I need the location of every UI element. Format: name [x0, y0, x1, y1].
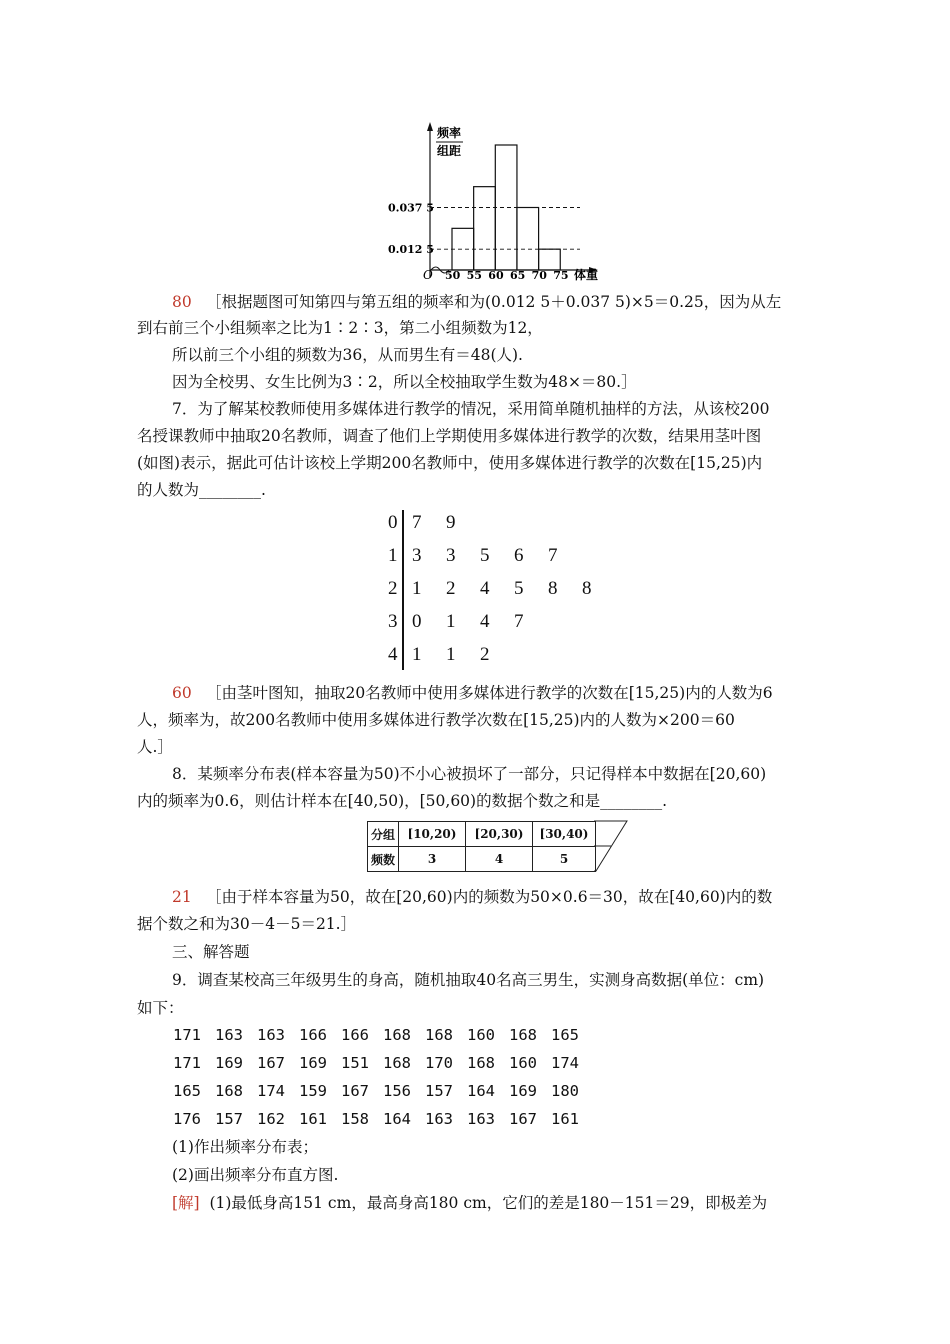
height-value: 163 — [257, 1026, 285, 1044]
x-axis-label: 体重 — [574, 268, 599, 282]
height-value: 176 — [173, 1110, 201, 1128]
q6-answer-value: 80 — [172, 293, 192, 311]
height-value: 160 — [509, 1054, 537, 1072]
q7-line2: 名授课教师中抽取20名教师，调查了他们上学期使用多媒体进行教学的次数，结果用茎叶图 — [137, 427, 762, 445]
height-value: 168 — [509, 1026, 537, 1044]
q8-answer-line1: 21 ［由于样本容量为50，故在[20,60)内的频数为50×0.6＝30，故在[40,60)内的数 — [172, 888, 773, 906]
height-value: 163 — [425, 1110, 453, 1128]
table-row — [368, 822, 596, 847]
x-tick-label: 55 — [466, 269, 482, 282]
height-value: 168 — [383, 1054, 411, 1072]
height-value: 166 — [341, 1026, 369, 1044]
y-tick-label: 0.037 5 — [388, 201, 434, 215]
height-value: 171 — [173, 1054, 201, 1072]
q9-solution: [解] (1)最低身高151 cm，最高身高180 cm，它们的差是180－151＝29，即极差为 — [172, 1194, 768, 1212]
table-cell: [10,20) — [399, 822, 466, 847]
height-value: 168 — [215, 1082, 243, 1100]
height-value: 167 — [257, 1054, 285, 1072]
histogram-bar — [452, 228, 474, 270]
table-row — [368, 847, 596, 872]
origin-label: O — [423, 268, 433, 282]
leaf-value: 8 — [548, 578, 558, 599]
leaf-value: 9 — [446, 512, 456, 533]
leaf-value: 3 — [412, 545, 422, 566]
leaf-value: 2 — [480, 644, 490, 665]
q7-answer-value: 60 — [172, 684, 192, 702]
q8-answer-line2: 据个数之和为30－4－5＝21.］ — [137, 915, 357, 933]
height-value: 163 — [467, 1110, 495, 1128]
stem-value: 0 — [388, 512, 398, 533]
y-label-bottom: 组距 — [437, 144, 462, 158]
stem-value: 4 — [388, 644, 398, 665]
height-value: 168 — [425, 1026, 453, 1044]
q8-line1: 8．某频率分布表(样本容量为50)不小心被损坏了一部分，只记得样本中数据在[20,60) — [172, 765, 767, 783]
x-tick-label: 65 — [509, 269, 526, 282]
x-tick-label: 75 — [553, 269, 569, 282]
q7-line4: 的人数为________. — [137, 481, 266, 499]
q8-answer-value: 21 — [172, 888, 192, 906]
stem-value: 3 — [388, 611, 398, 632]
height-value: 158 — [341, 1110, 369, 1128]
q9-part1: (1)作出频率分布表； — [172, 1138, 318, 1156]
height-value: 169 — [215, 1054, 243, 1072]
height-value: 168 — [467, 1054, 495, 1072]
y-tick-label: 0.012 5 — [388, 243, 434, 257]
histogram-bar — [474, 187, 496, 270]
leaf-value: 4 — [480, 578, 490, 599]
leaf-value: 7 — [514, 611, 524, 632]
height-value: 167 — [341, 1082, 369, 1100]
q7-answer-line3: 人.］ — [137, 738, 173, 756]
height-value: 174 — [551, 1054, 579, 1072]
q6-answer-line3: 所以前三个小组的频数为36，从而男生有＝48(人). — [172, 346, 523, 364]
height-value: 167 — [509, 1110, 537, 1128]
table-cell: [30,40) — [533, 822, 596, 847]
table-cell: 分组 — [368, 822, 399, 847]
height-value: 166 — [299, 1026, 327, 1044]
leaf-value: 1 — [412, 578, 422, 599]
weight-histogram — [0, 0, 950, 290]
leaf-value: 1 — [446, 611, 456, 632]
height-value: 164 — [467, 1082, 495, 1100]
histogram-bar — [517, 207, 539, 270]
leaf-value: 1 — [446, 644, 456, 665]
y-label-top: 频率 — [437, 126, 462, 140]
height-value: 157 — [215, 1110, 243, 1128]
q6-answer-line4: 因为全校男、女生比例为3∶2，所以全校抽取学生数为48×＝80.］ — [172, 373, 637, 391]
height-value: 174 — [257, 1082, 285, 1100]
table-cell: 5 — [533, 847, 596, 872]
q9-line1: 9．调查某校高三年级男生的身高，随机抽取40名高三男生，实测身高数据(单位：cm) — [172, 971, 765, 989]
leaf-value: 2 — [446, 578, 456, 599]
x-tick-label: 60 — [488, 269, 504, 282]
y-axis-arrow — [427, 122, 433, 131]
q9-part2: (2)画出频率分布直方图. — [172, 1166, 339, 1184]
solution-tag: [解] — [172, 1194, 200, 1212]
histogram-bar — [495, 145, 517, 270]
q7-answer-line1: 60 ［由茎叶图知，抽取20名教师中使用多媒体进行教学的次数在[15,25)内的人数为6 — [172, 684, 773, 702]
height-value: 156 — [383, 1082, 411, 1100]
histogram-bar — [539, 249, 561, 270]
height-value: 159 — [299, 1082, 327, 1100]
table-cell: 3 — [399, 847, 466, 872]
height-value: 161 — [551, 1110, 579, 1128]
section-heading: 三、解答题 — [172, 943, 250, 961]
q7-answer-line2: 人，频率为，故200名教师中使用多媒体进行教学次数在[15,25)内的人数为×200＝60 — [137, 711, 735, 729]
leaf-value: 5 — [514, 578, 524, 599]
stem-value: 1 — [388, 545, 398, 566]
table-cell: [20,30) — [466, 822, 533, 847]
q6-answer-line2: 到右前三个小组频率之比为1∶2∶3，第二小组频数为12， — [137, 319, 543, 337]
stem-divider — [402, 510, 404, 670]
x-tick-label: 50 — [445, 269, 461, 282]
height-value: 165 — [551, 1026, 579, 1044]
stem-value: 2 — [388, 578, 398, 599]
leaf-value: 8 — [582, 578, 592, 599]
leaf-value: 3 — [446, 545, 456, 566]
height-value: 168 — [383, 1026, 411, 1044]
q8-line2: 内的频率为0.6，则估计样本在[40,50)，[50,60)的数据个数之和是________. — [137, 792, 668, 810]
leaf-value: 7 — [548, 545, 558, 566]
height-value: 171 — [173, 1026, 201, 1044]
table-cell: 4 — [466, 847, 533, 872]
q9-line2: 如下： — [137, 999, 184, 1017]
height-value: 163 — [215, 1026, 243, 1044]
leaf-value: 6 — [514, 545, 524, 566]
height-value: 170 — [425, 1054, 453, 1072]
leaf-value: 7 — [412, 512, 422, 533]
leaf-value: 4 — [480, 611, 490, 632]
x-tick-label: 70 — [531, 269, 547, 282]
height-value: 157 — [425, 1082, 453, 1100]
q6-answer-line1: 80 ［根据题图可知第四与第五组的频率和为(0.012 5＋0.037 5)×5＝0.25，因为从左 — [172, 293, 782, 311]
height-value: 164 — [383, 1110, 411, 1128]
q7-line3: (如图)表示，据此可估计该校上学期200名教师中，使用多媒体进行教学的次数在[15,25)内 — [137, 454, 763, 472]
leaf-value: 5 — [480, 545, 490, 566]
height-value: 161 — [299, 1110, 327, 1128]
height-value: 169 — [509, 1082, 537, 1100]
leaf-value: 0 — [412, 611, 422, 632]
height-value: 160 — [467, 1026, 495, 1044]
frequency-table — [367, 821, 596, 872]
height-value: 151 — [341, 1054, 369, 1072]
height-value: 180 — [551, 1082, 579, 1100]
table-cell: 频数 — [368, 847, 399, 872]
height-value: 169 — [299, 1054, 327, 1072]
leaf-value: 1 — [412, 644, 422, 665]
height-value: 162 — [257, 1110, 285, 1128]
q7-line1: 7．为了解某校教师使用多媒体进行教学的情况，采用简单随机抽样的方法，从该校200 — [172, 400, 770, 418]
height-value: 165 — [173, 1082, 201, 1100]
